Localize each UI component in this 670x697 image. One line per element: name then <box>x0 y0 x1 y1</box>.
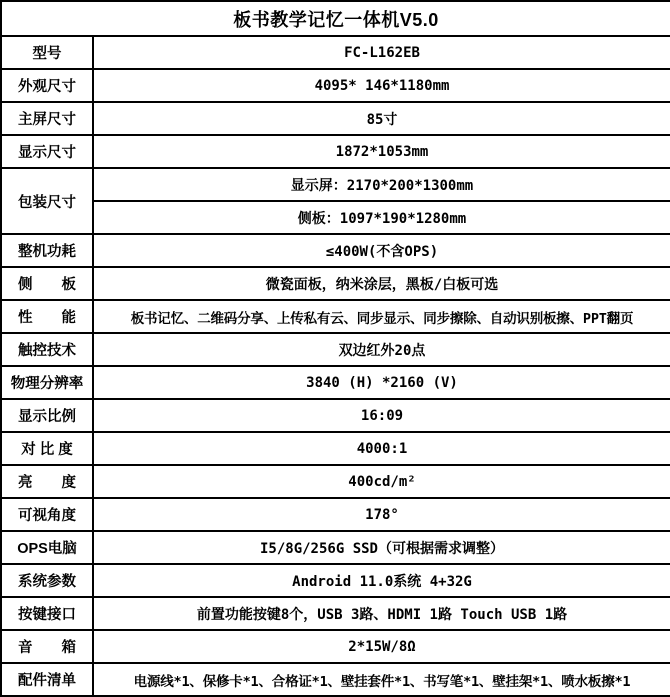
spec-label-accessories: 配件清单 <box>1 663 93 696</box>
spec-value-speaker: 2*15W/8Ω <box>93 630 670 663</box>
spec-label-contrast: 对 比 度 <box>1 432 93 465</box>
spec-row-contrast <box>1 432 670 465</box>
spec-row-display-size <box>1 135 670 168</box>
spec-value-performance: 板书记忆、二维码分享、上传私有云、同步显示、同步擦除、自动识别板擦、PPT翻页 <box>93 300 670 333</box>
spec-row-system-params <box>1 564 670 597</box>
spec-label-buttons-ports: 按键接口 <box>1 597 93 630</box>
spec-label-touch-tech: 触控技术 <box>1 333 93 366</box>
spec-value-buttons-ports: 前置功能按键8个，USB 3路、HDMI 1路 Touch USB 1路 <box>93 597 670 630</box>
spec-value-resolution: 3840 (H) *2160 (V) <box>93 366 670 399</box>
spec-value-aspect-ratio: 16:09 <box>93 399 670 432</box>
spec-label-speaker: 音 箱 <box>1 630 93 663</box>
spec-row-touch-tech <box>1 333 670 366</box>
spec-value-accessories: 电源线*1、保修卡*1、合格证*1、壁挂套件*1、书写笔*1、壁挂架*1、喷水板擦*1 <box>93 663 670 696</box>
spec-row-viewing-angle <box>1 498 670 531</box>
spec-value-appearance-size: 4095* 146*1180mm <box>93 69 670 102</box>
spec-value-power-consumption: ≤400W(不含OPS) <box>93 234 670 267</box>
spec-label-appearance-size: 外观尺寸 <box>1 69 93 102</box>
spec-row-accessories <box>1 663 670 696</box>
title-row <box>1 1 670 36</box>
spec-value-viewing-angle: 178° <box>93 498 670 531</box>
spec-value-touch-tech: 双边红外20点 <box>93 333 670 366</box>
spec-row-appearance-size <box>1 69 670 102</box>
spec-row-buttons-ports <box>1 597 670 630</box>
spec-label-performance: 性 能 <box>1 300 93 333</box>
spec-row-ops-computer <box>1 531 670 564</box>
spec-row-brightness <box>1 465 670 498</box>
spec-label-model: 型号 <box>1 36 93 69</box>
spec-row-resolution <box>1 366 670 399</box>
spec-label-aspect-ratio: 显示比例 <box>1 399 93 432</box>
spec-label-side-panel: 侧 板 <box>1 267 93 300</box>
spec-label-display-size: 显示尺寸 <box>1 135 93 168</box>
spec-value-system-params: Android 11.0系统 4+32G <box>93 564 670 597</box>
spec-value-side-panel: 微瓷面板，纳米涂层，黑板/白板可选 <box>93 267 670 300</box>
spec-value-main-screen-size: 85寸 <box>93 102 670 135</box>
spec-label-viewing-angle: 可视角度 <box>1 498 93 531</box>
spec-row-package-size-2 <box>1 201 670 234</box>
spec-row-performance <box>1 300 670 333</box>
spec-row-package-size <box>1 168 670 201</box>
spec-label-brightness: 亮 度 <box>1 465 93 498</box>
spec-value-package-size-side: 侧板：1097*190*1280mm <box>93 201 670 234</box>
spec-row-aspect-ratio <box>1 399 670 432</box>
spec-value-display-size: 1872*1053mm <box>93 135 670 168</box>
spec-label-ops-computer: OPS电脑 <box>1 531 93 564</box>
spec-value-package-size-screen: 显示屏：2170*200*1300mm <box>93 168 670 201</box>
spec-row-speaker <box>1 630 670 663</box>
spec-value-brightness: 400cd/m² <box>93 465 670 498</box>
spec-value-ops-computer: I5/8G/256G SSD（可根据需求调整） <box>93 531 670 564</box>
spec-row-model <box>1 36 670 69</box>
spec-row-power-consumption <box>1 234 670 267</box>
page-title: 板书教学记忆一体机V5.0 <box>1 1 670 36</box>
spec-label-system-params: 系统参数 <box>1 564 93 597</box>
spec-label-package-size: 包装尺寸 <box>1 168 93 234</box>
spec-label-power-consumption: 整机功耗 <box>1 234 93 267</box>
spec-row-main-screen-size <box>1 102 670 135</box>
spec-label-resolution: 物理分辨率 <box>1 366 93 399</box>
spec-label-main-screen-size: 主屏尺寸 <box>1 102 93 135</box>
spec-value-model: FC-L162EB <box>93 36 670 69</box>
spec-row-side-panel <box>1 267 670 300</box>
spec-value-contrast: 4000:1 <box>93 432 670 465</box>
